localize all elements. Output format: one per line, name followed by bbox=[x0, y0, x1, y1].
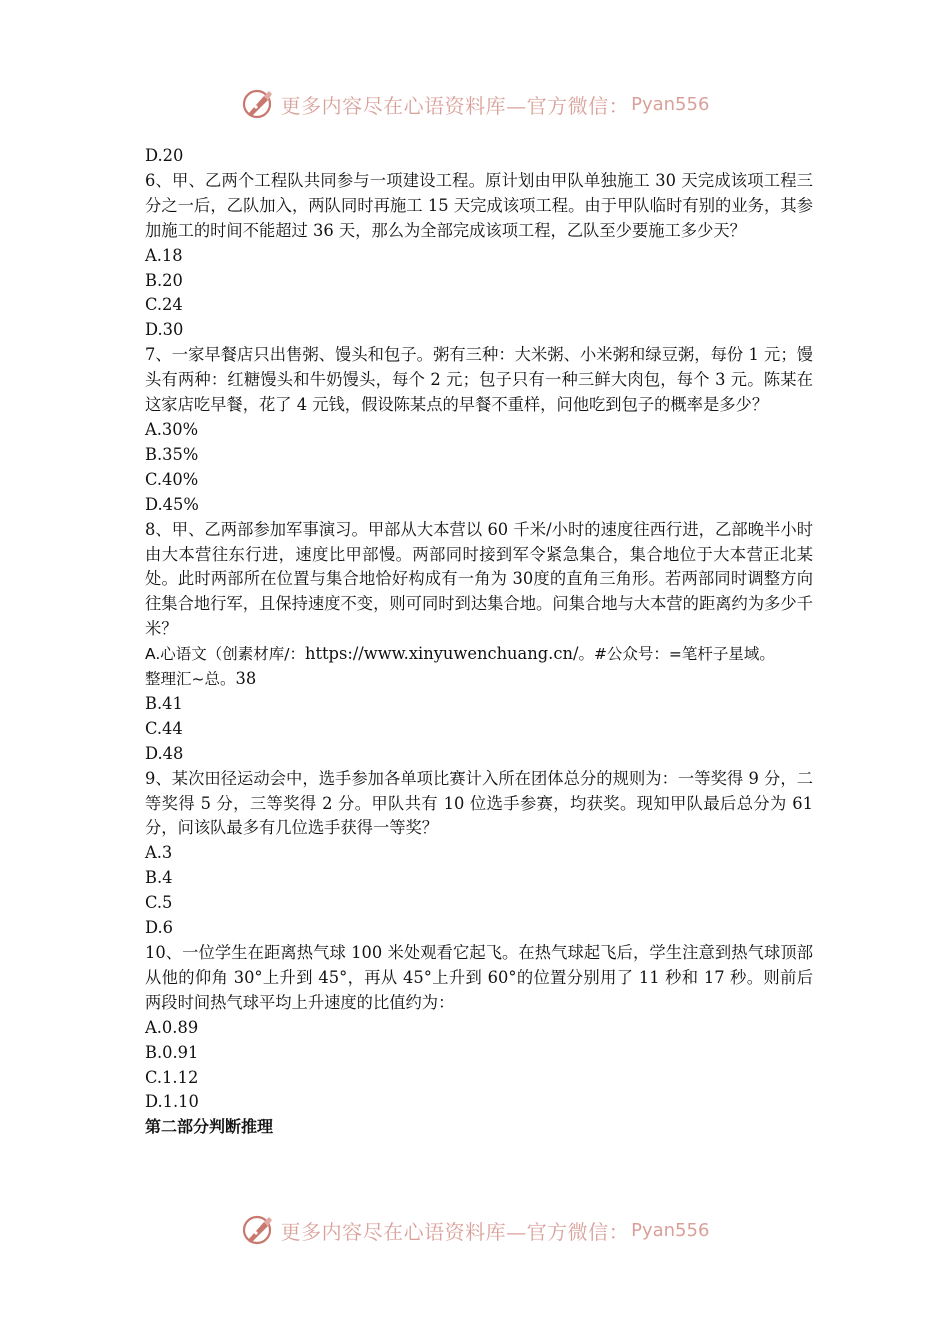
banner-text: 更多内容尽在心语资料库—官方微信： bbox=[280, 93, 630, 118]
option-value: 38 bbox=[235, 669, 257, 689]
option-line: C.1.12 bbox=[145, 1067, 199, 1087]
banner-text: 更多内容尽在心语资料库—官方微信： bbox=[280, 1219, 630, 1244]
watermark-text: 整理汇~总。 bbox=[145, 670, 236, 689]
question-8: 8、甲、乙两部参加军事演习。甲部从大本营以 60 千米/小时的速度往西行进，乙部晚半小时由大本营往东行进，速度比甲部慢。两部同时接到军令紧急集合，集合地位于大本营正北某处。此时两部所在位置与集合地恰好构成有一角为 30度的直角三角形。若两部同时调整方向往集合地行军，且保持速度不变，则可同时到达集合地。问集合地与大本营的距离约为多少千米？ bbox=[145, 519, 813, 639]
option-line: D.20 bbox=[145, 146, 184, 165]
option-line: B.4 bbox=[145, 868, 173, 888]
option-line: B.0.91 bbox=[145, 1042, 199, 1062]
option-line: A.0.89 bbox=[145, 1017, 199, 1037]
watermark-text: A.心语文（创素材库/： bbox=[145, 645, 305, 664]
option-line: A.18 bbox=[145, 245, 183, 265]
pen-nib-logo-icon bbox=[241, 1213, 275, 1247]
option-line: B.41 bbox=[145, 693, 183, 713]
option-line: C.44 bbox=[145, 718, 183, 738]
option-line: D.6 bbox=[145, 918, 174, 938]
option-line: B.20 bbox=[145, 270, 183, 290]
question-10: 10、一位学生在距离热气球 100 米处观看它起飞。在热气球起飞后，学生注意到热气球顶部从他的仰角 30°上升到 45°，再从 45°上升到 60°的位置分别用了 11 秒和 17 秒。则前后两段时间热气球平均上升速度的比值约为： bbox=[145, 943, 813, 1012]
option-line: D.30 bbox=[145, 320, 184, 340]
question-6: 6、甲、乙两个工程队共同参与一项建设工程。原计划由甲队单独施工 30 天完成该项工程三分之一后，乙队加入，两队同时再施工 15 天完成该项工程。由于甲队临时有别的业务，其参加施工的时间不能超过 36 天，那么为全部完成该项工程，乙队至少要施工多少天？ bbox=[145, 170, 813, 240]
option-line-watermarked bbox=[145, 642, 813, 667]
section-heading: 第二部分判断推理 bbox=[145, 1117, 274, 1137]
question-7: 7、一家早餐店只出售粥、馒头和包子。粥有三种：大米粥、小米粥和绿豆粥，每份 1 元；馒头有两种：红糖馒头和牛奶馒头，每个 2 元；包子只有一种三鲜大肉包，每个 3 元。陈某在这家店吃早餐，花了 4 元钱，假设陈某点的早餐不重样，问他吃到包子的概率是多少？ bbox=[145, 345, 813, 415]
document-body bbox=[145, 144, 813, 1140]
option-line: D.48 bbox=[145, 743, 184, 763]
option-line: C.40% bbox=[145, 469, 199, 489]
watermark-text: 。#公众号：=笔杆子星域。 bbox=[578, 645, 775, 664]
option-line: B.35% bbox=[145, 444, 199, 464]
option-line: C.24 bbox=[145, 295, 183, 315]
option-line: D.1.10 bbox=[145, 1092, 199, 1112]
option-line: A.3 bbox=[145, 843, 173, 863]
watermark-url: https://www.xinyuwenchuang.cn/ bbox=[304, 644, 579, 664]
wechat-id: Pyan556 bbox=[631, 1219, 710, 1241]
option-line: A.30% bbox=[145, 419, 199, 439]
question-9: 9、某次田径运动会中，选手参加各单项比赛计入所在团体总分的规则为：一等奖得 9 分，二等奖得 5 分，三等奖得 2 分。甲队共有 10 位选手参赛，均获奖。现知甲队最后总分为 61 分，问该队最多有几位选手获得一等奖？ bbox=[145, 768, 813, 838]
footer-banner bbox=[0, 1208, 950, 1252]
option-line bbox=[145, 667, 813, 692]
header-banner bbox=[0, 82, 950, 126]
option-line: C.5 bbox=[145, 893, 173, 913]
wechat-id: Pyan556 bbox=[631, 93, 710, 115]
option-line: D.45% bbox=[145, 494, 199, 514]
pen-nib-logo-icon bbox=[241, 87, 275, 121]
